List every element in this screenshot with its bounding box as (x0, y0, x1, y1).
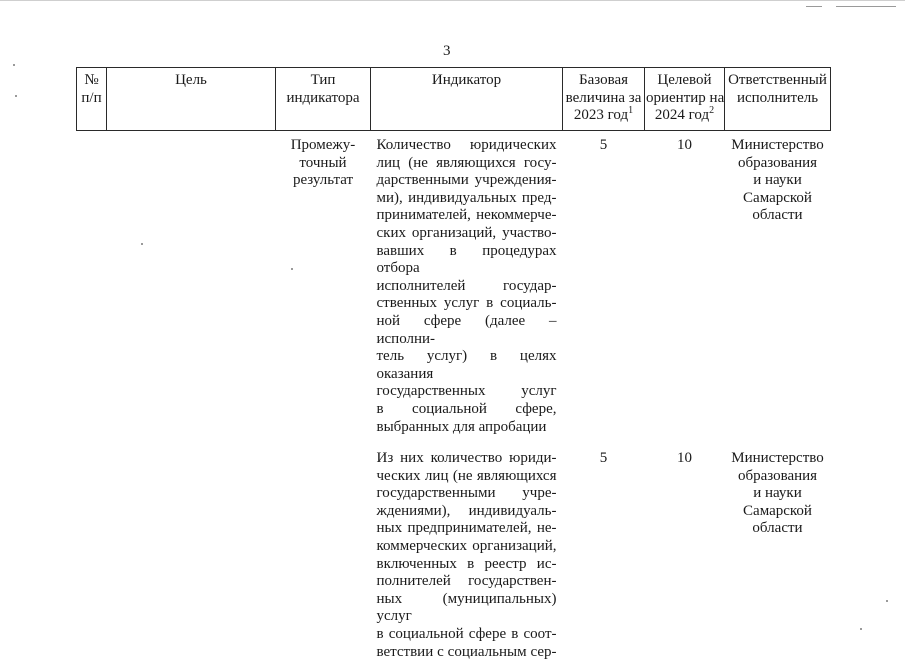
indicator-line: ми), индивидуальных пред- (376, 189, 557, 206)
header-base-line: Базовая (578, 72, 629, 88)
header-number (77, 68, 107, 131)
scan-speck (15, 95, 17, 97)
indicator-line: коммерческих организаций, (376, 538, 557, 555)
header-number-line: № (84, 72, 99, 88)
cell-base-value: 5 (599, 450, 608, 467)
header-number-line: п/п (81, 89, 102, 106)
header-goal: Цель (107, 68, 276, 131)
responsible-line: Министерство (731, 450, 824, 467)
indicator-line: ной сфере (далее – исполни- (376, 312, 557, 347)
cell-base-value: 5 (599, 137, 608, 153)
cell-responsible (725, 131, 831, 437)
scan-speck (13, 64, 15, 66)
indicator-line: дарственными учреждения- (376, 172, 557, 189)
cell-target-value: 10 (677, 137, 692, 153)
indicator-line: включенных в реестр ис- (376, 555, 557, 572)
page-number: 3 (443, 43, 451, 59)
indicator-line: тель услуг) в целях оказания (376, 348, 557, 382)
header-indicator-type (276, 68, 371, 131)
responsible-line: области (752, 520, 803, 537)
header-responsible-line: исполнитель (736, 89, 819, 106)
responsible-line: Самарской (743, 502, 812, 519)
indicator-line: государственных услуг (376, 383, 557, 400)
header-target-value (645, 68, 725, 131)
indicator-line: выбранных для апробации (376, 418, 547, 435)
header-target-line: Целевой (657, 72, 712, 88)
responsible-line: образования (737, 467, 818, 484)
type-line: Промежу- (290, 137, 356, 153)
header-base-line: величина за (565, 89, 642, 106)
indicator-table (76, 67, 831, 661)
type-line: результат (292, 172, 354, 189)
type-line: точный (299, 154, 347, 171)
indicator-line: полнителей государствен- (376, 573, 557, 590)
header-indicator: Индикатор (371, 68, 563, 131)
header-base-value (563, 68, 645, 131)
indicator-line: ждениями), индивидуаль- (376, 502, 557, 519)
responsible-line: Министерство (731, 137, 824, 153)
table-row (77, 436, 831, 661)
cell-responsible (725, 436, 831, 661)
indicator-line: Из них количество юриди- (376, 450, 557, 467)
header-base-line (564, 107, 643, 125)
footnote-marker: 2 (709, 105, 715, 117)
indicator-line: лиц (не являющихся госу- (376, 154, 557, 171)
indicator-line: ных (муниципальных) услуг (376, 590, 557, 625)
cell-number (77, 131, 107, 437)
header-responsible (725, 68, 831, 131)
scan-speck (860, 628, 862, 630)
indicator-line: в социальной сфере в соот- (376, 626, 557, 643)
cell-indicator (371, 131, 563, 437)
cell-indicator (371, 436, 563, 661)
header-target-line: ориентир на (646, 89, 725, 106)
responsible-line: и науки (753, 172, 802, 189)
header-responsible-line: Ответственный (728, 72, 827, 88)
indicator-line: вавших в процедурах отбора (376, 242, 557, 277)
header-type-line: Тип (310, 72, 336, 88)
cell-target-value: 10 (677, 450, 692, 467)
indicator-line: ских организаций, участво- (376, 224, 557, 241)
header-base-year: 2023 год (573, 107, 629, 124)
responsible-line: образования (737, 154, 818, 171)
cell-indicator-type (276, 131, 371, 437)
indicator-line: ветствии с социальным сер- (376, 643, 557, 660)
scan-edge (0, 0, 905, 1)
responsible-line: Самарской (743, 189, 812, 206)
cell-goal (107, 436, 276, 661)
indicator-line: исполнителей государ- (376, 277, 557, 294)
responsible-line: области (752, 207, 803, 224)
table-row (77, 131, 831, 437)
indicator-line: Количество юридических (376, 137, 557, 153)
indicator-line: ственных услуг в социаль- (376, 295, 557, 312)
scan-mark (836, 6, 896, 7)
scan-mark (806, 6, 822, 7)
header-target-line (646, 107, 723, 125)
header-target-year: 2024 год (654, 107, 710, 124)
indicator-line: ческих лиц (не являющихся (376, 467, 557, 484)
scan-speck (886, 600, 888, 602)
indicator-line: принимателей, некоммерче- (376, 207, 557, 224)
cell-indicator-type (276, 436, 371, 661)
header-type-line: индикатора (286, 89, 360, 106)
footnote-marker: 1 (628, 105, 634, 117)
indicator-line: в социальной сфере, (376, 400, 557, 417)
header-row (77, 68, 831, 131)
responsible-line: и науки (753, 485, 802, 502)
indicator-line: ных предпринимателей, не- (376, 520, 557, 537)
cell-number (77, 436, 107, 661)
cell-goal (107, 131, 276, 437)
indicator-line: государственными учре- (376, 485, 557, 502)
